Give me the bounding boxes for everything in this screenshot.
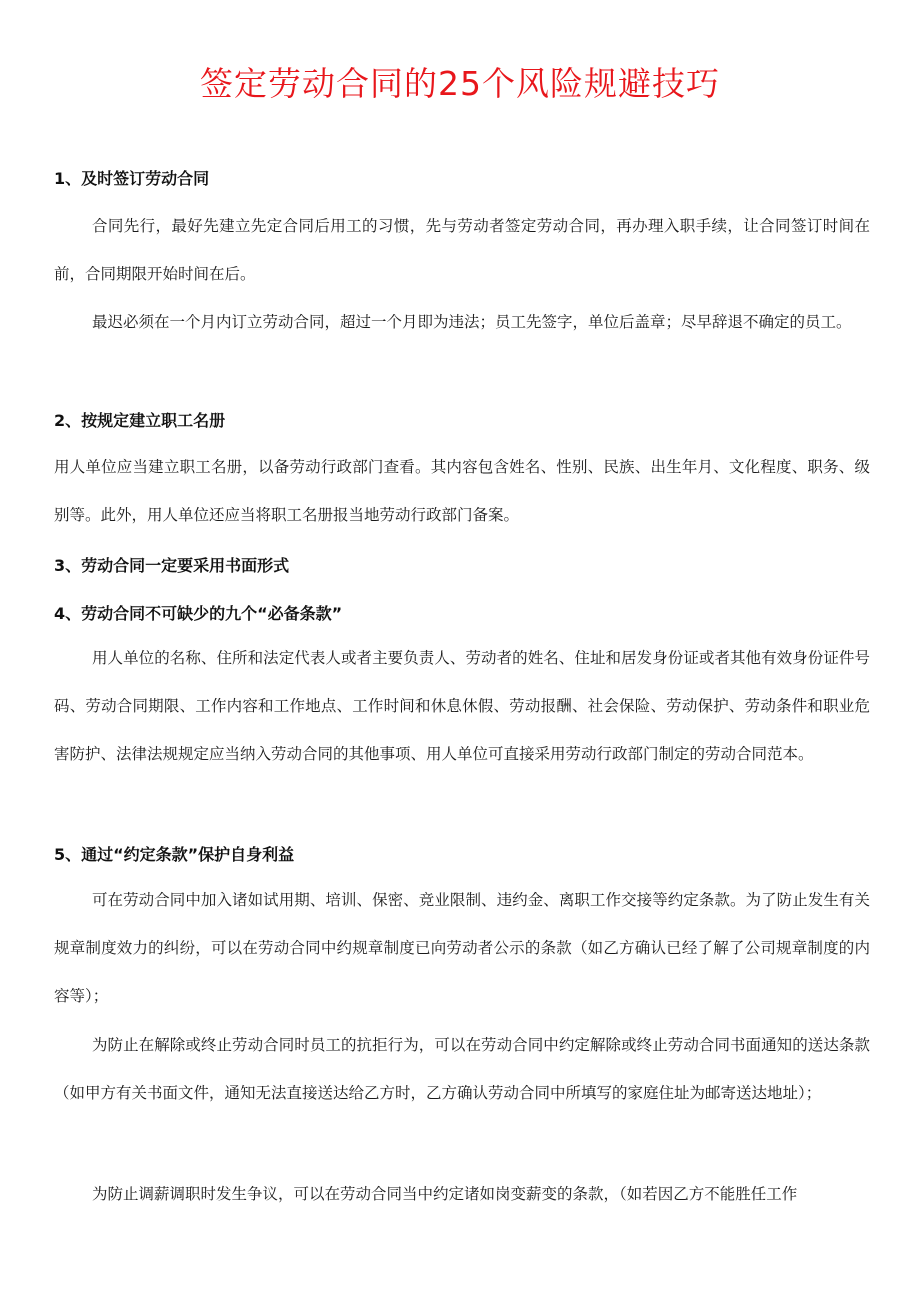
section-heading-4: 4、劳动合同不可缺少的九个“必备条款” (54, 604, 343, 623)
section-5-paragraph-3: 为防止调薪调职时发生争议，可以在劳动合同当中约定诸如岗变薪变的条款，（如若因乙方不能胜任工作 (92, 1185, 798, 1203)
section-1-paragraph-1: 合同先行，最好先建立先定合同后用工的习惯，先与劳动者签定劳动合同，再办理入职手续，让合同签订时间在前，合同期限开始时间在后。 (54, 217, 870, 283)
section-4-paragraph-1: 用人单位的名称、住所和法定代表人或者主要负责人、劳动者的姓名、住址和居发身份证或者其他有效身份证件号码、劳动合同期限、工作内容和工作地点、工作时间和休息休假、劳动报酬、社会保险、劳动保护、劳动条件和职业危害防护、法律法规规定应当纳入劳动合同的其他事项、用人单位可直接采用劳动行政部门制定的劳动合同范本。 (54, 649, 870, 763)
section-5-paragraph-2: 为防止在解除或终止劳动合同时员工的抗拒行为，可以在劳动合同中约定解除或终止劳动合同书面通知的送达条款（如甲方有关书面文件，通知无法直接送达给乙方时，乙方确认劳动合同中所填写的家庭住址为邮寄送达地址）； (54, 1036, 870, 1102)
section-heading-2: 2、按规定建立职工名册 (54, 411, 226, 430)
section-2-paragraph-1: 用人单位应当建立职工名册，以备劳动行政部门查看。其内容包含姓名、性别、民族、出生年月、文化程度、职务、级别等。此外，用人单位还应当将职工名册报当地劳动行政部门备案。 (54, 458, 870, 524)
section-5-paragraph-1: 可在劳动合同中加入诸如试用期、培训、保密、竞业限制、违约金、离职工作交接等约定条款。为了防止发生有关规章制度效力的纠纷，可以在劳动合同中约规章制度已向劳动者公示的条款（如乙方确认已经了解了公司规章制度的内容等）； (54, 891, 870, 1005)
section-heading-1: 1、及时签订劳动合同 (54, 169, 210, 188)
section-heading-3: 3、劳动合同一定要采用书面形式 (54, 556, 290, 575)
section-1-paragraph-2: 最迟必须在一个月内订立劳动合同，超过一个月即为违法；员工先签字，单位后盖章；尽早辞退不确定的员工。 (92, 313, 852, 331)
document-title: 签定劳动合同的25个风险规避技巧 (200, 64, 720, 103)
section-heading-5: 5、通过“约定条款”保护自身利益 (54, 845, 295, 864)
